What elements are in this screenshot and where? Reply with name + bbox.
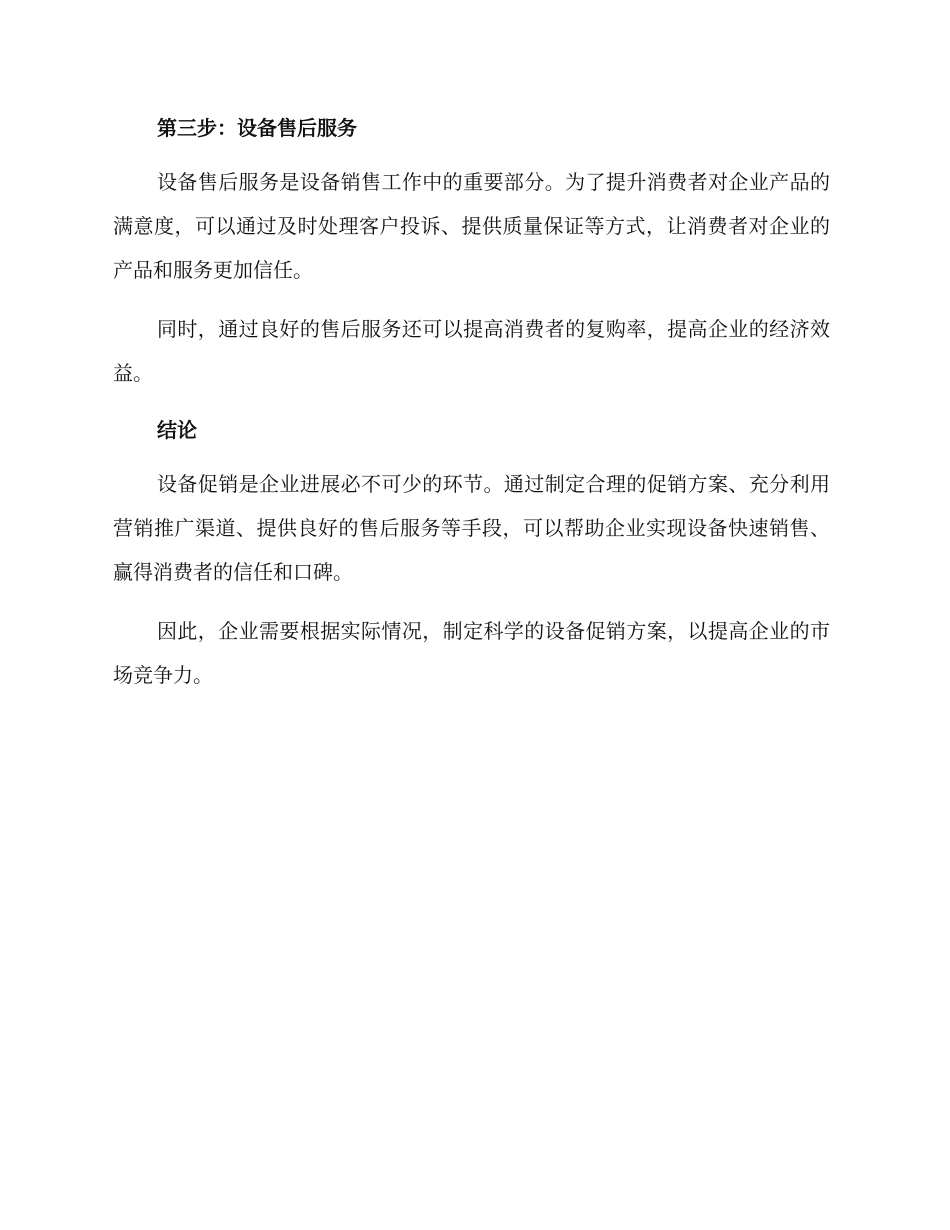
section-heading-conclusion: 结论 xyxy=(157,418,197,442)
paragraph-after-sales-intro: 设备售后服务是设备销售工作中的重要部分。为了提升消费者对企业产品的满意度，可以通过及时处理客户投诉、提供质量保证等方式，让消费者对企业的产品和服务更加信任。 xyxy=(113,170,830,282)
paragraph-conclusion-summary: 设备促销是企业进展必不可少的环节。通过制定合理的促销方案、充分利用营销推广渠道、提供良好的售后服务等手段，可以帮助企业实现设备快速销售、赢得消费者的信任和口碑。 xyxy=(113,472,830,584)
document-page xyxy=(113,112,830,697)
section-heading-after-sales: 第三步：设备售后服务 xyxy=(157,116,357,140)
paragraph-conclusion-recommendation: 因此，企业需要根据实际情况，制定科学的设备促销方案，以提高企业的市场竞争力。 xyxy=(113,619,830,687)
paragraph-after-sales-benefit: 同时，通过良好的售后服务还可以提高消费者的复购率，提高企业的经济效益。 xyxy=(113,317,830,385)
